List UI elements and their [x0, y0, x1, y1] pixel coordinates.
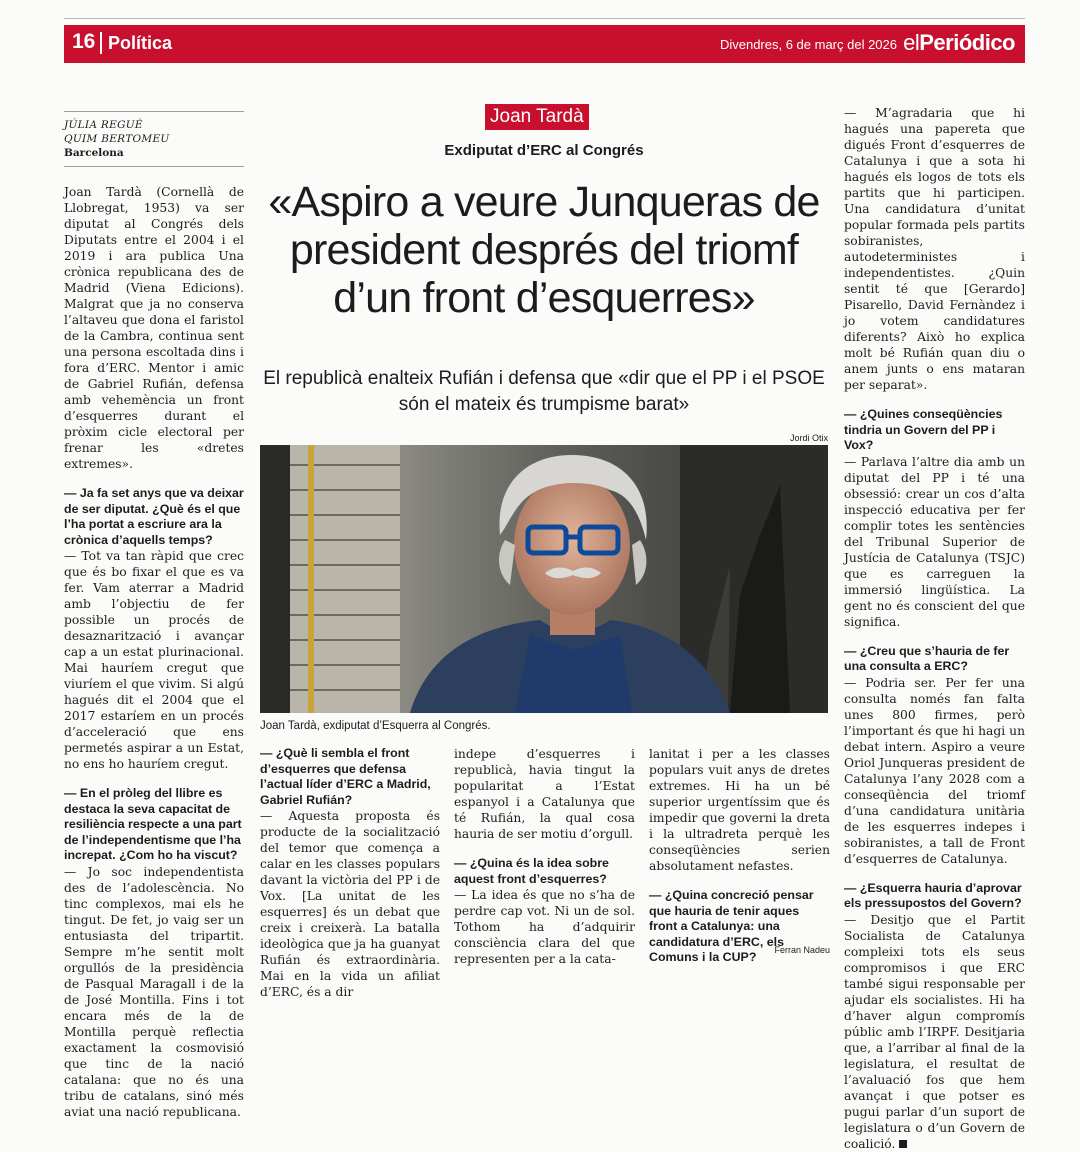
question-2: — En el pròleg del llibre es destaca la seva capacitat de resiliència respecte a una part de l’independentisme que l’ha increpat. ¿Com ho ha viscut?	[64, 786, 242, 862]
headline: «Aspiro a veure Junqueras de president després del triomf d’un front d’esquerres»	[268, 178, 820, 322]
answer-7: — Podria ser. Per fer una consulta només fan falta unes 800 firmes, però l’important és que hi hagi un debat intern. Aspiro a veure Oriol Junqueras president de Catalunya l’any 2028 com a conseqüència del triomf d’una candidatura unitària de les esquerres indepes i sobiranistes, a tall de Front d’esquerres de Catalunya.	[844, 675, 1025, 866]
end-of-article-mark	[899, 1140, 907, 1148]
question-1: — Ja fa set anys que va deixar de ser diputat. ¿Què és el que l’ha portat a escriure ara la crònica d’aquells temps?	[64, 486, 244, 547]
intro-paragraph: Joan Tardà (Cornellà de Llobregat, 1953) va ser diputat al Congrés dels Diputats entre el 2004 i el 2019 i ara publica Una crònica republicana des de Madrid (Viena Edicions). Malgrat que ja no conserva l’altaveu que dona el faristol de la Cambra, continua sent una persona escoltada dins i fora d’ERC. Mentor i amic de Gabriel Rufián, defensa amb vehemència un front d’esquerres durant el pròxim cicle electoral per frenar les «dretes extremes».	[64, 185, 244, 471]
top-rule	[64, 18, 1025, 19]
column-2	[260, 738, 440, 1000]
logo-main: Periódico	[919, 30, 1015, 55]
answer-1: — Tot va tan ràpid que crec que és bo fixar el que es va fer. Vam aterrar a Madrid amb l’objectiu de fer possible un procés de desaznarització i avançar cap a un estat plurinacional. Mai hauríem cregut que viuríem el que vivim. Si algú hagués dit el 2004 que el 2017 estaríem en un procés d’acceleració que ens permetés aspirar a un Estat, no ens ho hauríem cregut.	[64, 549, 244, 771]
answer-3-continued: indepe d’esquerres i republicà, havia tingut la popularitat a l’Estat espanyol i a Catalunya que té Rufián, la qual cosa hauria de ser motiu d’orgull.	[454, 747, 635, 841]
portrait-illustration	[260, 445, 828, 713]
page-number: 16	[72, 30, 96, 53]
answer-4: — La idea és que no s’ha de perdre cap vot. Ni un de sol. Tothom ha d’adquirir consciència clara del que representen per a la cata-	[454, 888, 635, 966]
answer-2: — Jo soc independentista des de l’adolescència. No tinc complexos, mai els he tingut. De fet, jo vaig ser un entusiasta del tripartit. Sempre m’he sentit molt orgullós de la presidència de Pasqual Maragall i de la de José Montilla. Fins i tot encara més de la de Montilla perquè reflectia exactament la cosmovisió que tinc de la nació catalana: que no és una tribu de catalans, sinó més aviat una nació republicana.	[64, 864, 244, 1119]
byline	[64, 118, 244, 160]
question-3: — ¿Què li sembla el front d’esquerres que defensa l’actual líder d’ERC a Madrid, Gabriel Rufián?	[260, 746, 431, 807]
subkicker: Exdiputat d’ERC al Congrés	[444, 142, 644, 159]
column-4	[649, 746, 830, 966]
question-6: — ¿Quines conseqüències tindria un Govern del PP i Vox?	[844, 407, 1003, 452]
kicker-name: Joan Tardà	[485, 104, 589, 130]
photo-caption: Joan Tardà, exdiputat d’Esquerra al Congrés.	[260, 720, 491, 732]
author-1: JÚLIA REGUÉ	[64, 119, 143, 131]
author-2: QUIM BERTOMEU	[64, 133, 170, 145]
issue-date: Divendres, 6 de març del 2026	[719, 37, 897, 52]
column-5	[844, 105, 1025, 1152]
masthead-bar	[64, 25, 1025, 63]
column-3	[454, 746, 635, 967]
photo-credit: Jordi Otix	[789, 433, 828, 443]
portrait-photo	[260, 445, 828, 713]
bottom-photo-credit: Ferran Nadeu	[774, 945, 830, 955]
answer-4-continued: lanitat i per a les classes populars vuit anys de dretes extremes. Hi ha un bé superior urgentíssim que és impedir que governi la dreta i la ultradreta perquè les conseqüències serien absolutament nefastes.	[649, 747, 830, 873]
logo-prefix: el	[903, 30, 920, 55]
answer-8: — Desitjo que el Partit Socialista de Catalunya compleixi tots els seus compromisos i que ERC també sigui responsable per ajudar els socialistes. Hi ha d’haver algun compromís públic amb l’IRPF. Desitjaria que, a l’arribar al final de la legislatura, el resultat de l’avaluació fos que hem avançat i que potser es pugui parlar d’un suport de legislatura o d’un Govern de coalició.	[844, 912, 1025, 1151]
answer-3: — Aquesta proposta és producte de la socialització del temor que comença a calar en les classes populars davant la victòria del PP i de Vox. [La unitat de les esquerres] és un debat que creix i creixerà. La batalla ideològica que ja ha guanyat Rufián és extraordinària. Mai en la vida un afiliat d’ERC, és a dir	[260, 809, 440, 999]
section-label: Política	[108, 33, 173, 53]
question-5: — ¿Quina concreció pensar que hauria de tenir aques front a Catalunya: una candidatura d’ERC, els Comuns i la CUP?	[649, 888, 814, 964]
question-4: — ¿Quina és la idea sobre aquest front d’esquerres?	[454, 856, 609, 886]
question-7: — ¿Creu que s’hauria de fer una consulta a ERC?	[844, 643, 1010, 673]
byline-rule-top	[64, 111, 244, 112]
question-8: — ¿Esquerra hauria d’aprovar els pressupostos del Govern?	[844, 880, 1022, 910]
answer-5: — M’agradaria que hi hagués una papereta que digués Front d’esquerres de Catalunya i que a sota hi hagués els logos de tots els partits que hi participen. Una candidatura d’unitat popular formada pels partits sobiranistes, autodeterministes i independentistes. ¿Quin sentit té que [Gerardo] Pisarello, David Fernàndez i jo votem candidatures diferents? Això ho explica molt bé Rufián quan diu o anem junts o ens mataran per separat».	[844, 106, 1025, 392]
column-1	[64, 184, 244, 1120]
masthead-separator	[100, 32, 102, 54]
byline-city: Barcelona	[64, 147, 124, 159]
standfirst: El republicà enalteix Rufián i defensa que «dir que el PP i el PSOE són el mateix és trumpisme barat»	[263, 368, 825, 415]
byline-rule-bottom	[64, 166, 244, 167]
answer-6: — Parlava l’altre dia amb un diputat del PP i té una obsessió: crear un cos d’alta inspecció educativa per fer complir totes les sentències del Tribunal Superior de Justícia de Catalunya (TSJC) que es carreguen la immersió lingüística. La gent no és conscient del que significa.	[844, 454, 1025, 629]
newspaper-logo	[903, 30, 1015, 56]
